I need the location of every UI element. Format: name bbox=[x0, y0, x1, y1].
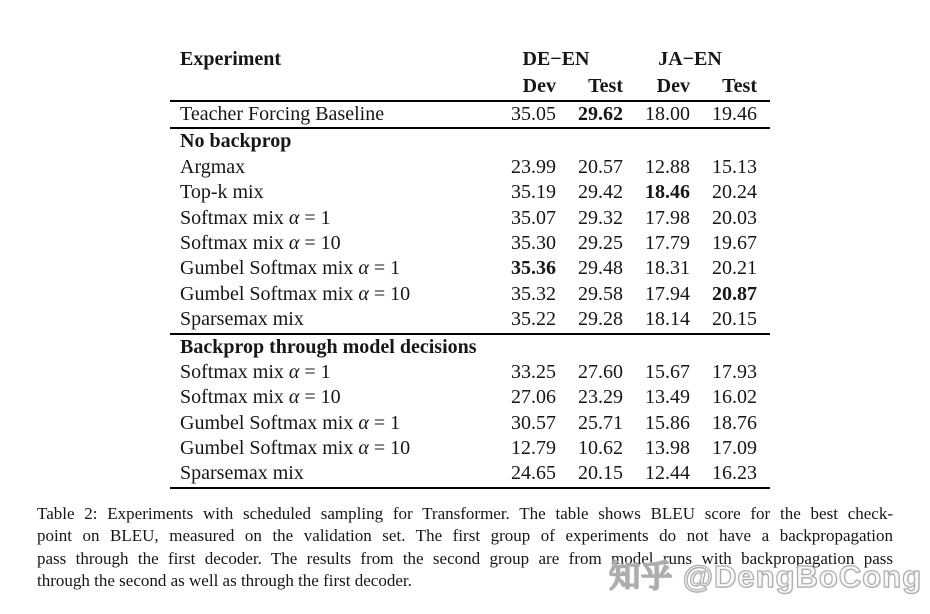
table-row bbox=[170, 411, 770, 436]
score-cell: 35.32 bbox=[511, 282, 556, 305]
score-cell: 19.67 bbox=[712, 231, 757, 254]
section-header-row bbox=[170, 335, 770, 360]
score-cell: 19.46 bbox=[712, 103, 757, 125]
caption-line: through the second as well as through the first decoder. bbox=[37, 571, 412, 591]
score-cell: 17.79 bbox=[645, 231, 690, 254]
experiment-label: Argmax bbox=[180, 155, 246, 178]
score-cell: 25.71 bbox=[578, 411, 623, 434]
experiment-label: Top-k mix bbox=[180, 181, 264, 204]
table-row bbox=[170, 155, 770, 180]
score-cell: 29.28 bbox=[578, 308, 623, 331]
caption-line: point on BLEU, measured on the validation set. The first group of experiments do not have a backpropagation bbox=[37, 526, 893, 546]
table-row bbox=[170, 102, 770, 127]
score-cell: 12.79 bbox=[511, 437, 556, 460]
table-row bbox=[170, 307, 770, 332]
alpha-symbol: α bbox=[288, 386, 300, 409]
score-cell: 20.87 bbox=[712, 282, 757, 305]
table-row bbox=[170, 180, 770, 205]
table-row bbox=[170, 385, 770, 410]
table-rule bbox=[170, 487, 770, 489]
results-table bbox=[170, 46, 770, 489]
score-cell: 16.02 bbox=[712, 386, 757, 409]
alpha-symbol: α bbox=[288, 206, 300, 229]
score-cell: 20.03 bbox=[712, 206, 757, 229]
score-cell: 18.46 bbox=[645, 181, 690, 204]
watermark-text: 知乎 @DengBoCong bbox=[609, 559, 922, 594]
empty-header-cell bbox=[180, 73, 489, 100]
score-cell: 18.31 bbox=[645, 257, 690, 280]
section-header-label: Backprop through model decisions bbox=[180, 335, 477, 358]
score-cell: 17.98 bbox=[645, 206, 690, 229]
table-row bbox=[170, 282, 770, 307]
score-cell: 15.13 bbox=[712, 155, 757, 178]
score-cell: 20.15 bbox=[712, 308, 757, 331]
table-row bbox=[170, 360, 770, 385]
experiment-label: Teacher Forcing Baseline bbox=[180, 103, 385, 125]
score-cell: 17.09 bbox=[712, 437, 757, 460]
experiment-label: Softmax mix α = 10 bbox=[180, 386, 341, 409]
experiment-label: Softmax mix α = 10 bbox=[180, 231, 341, 254]
alpha-symbol: α bbox=[358, 282, 369, 305]
table-row bbox=[170, 206, 770, 231]
alpha-symbol: α bbox=[288, 360, 300, 383]
dev-column-header: Dev bbox=[656, 75, 690, 97]
experiment-label: Gumbel Softmax mix α = 10 bbox=[180, 282, 411, 305]
score-cell: 23.29 bbox=[578, 386, 623, 409]
alpha-symbol: α bbox=[358, 257, 369, 280]
score-cell: 13.98 bbox=[645, 437, 690, 460]
score-cell: 35.05 bbox=[511, 103, 556, 125]
alpha-symbol: α bbox=[358, 411, 369, 434]
score-cell: 23.99 bbox=[511, 155, 556, 178]
experiment-label: Softmax mix α = 1 bbox=[180, 360, 331, 383]
score-cell: 20.24 bbox=[712, 181, 757, 204]
language-pair-header-ja-en: JA−EN bbox=[658, 48, 722, 70]
score-cell: 35.19 bbox=[511, 181, 556, 204]
table-row bbox=[170, 256, 770, 281]
experiment-column-header: Experiment bbox=[180, 48, 282, 70]
score-cell: 27.60 bbox=[578, 360, 623, 383]
alpha-symbol: α bbox=[358, 437, 369, 460]
score-cell: 29.25 bbox=[578, 231, 623, 254]
score-cell: 16.23 bbox=[712, 462, 757, 485]
table-header-row-groups bbox=[170, 46, 770, 73]
experiment-label: Gumbel Softmax mix α = 1 bbox=[180, 411, 401, 434]
score-cell: 29.62 bbox=[578, 103, 623, 125]
score-cell: 13.49 bbox=[645, 386, 690, 409]
table-row bbox=[170, 461, 770, 486]
score-cell: 29.42 bbox=[578, 181, 623, 204]
score-cell: 18.00 bbox=[645, 103, 690, 125]
score-cell: 35.22 bbox=[511, 308, 556, 331]
score-cell: 17.94 bbox=[645, 282, 690, 305]
score-cell: 24.65 bbox=[511, 462, 556, 485]
experiment-label: Sparsemax mix bbox=[180, 308, 304, 331]
alpha-symbol: α bbox=[288, 231, 300, 254]
score-cell: 15.67 bbox=[645, 360, 690, 383]
test-column-header: Test bbox=[722, 75, 757, 97]
score-cell: 20.15 bbox=[578, 462, 623, 485]
score-cell: 10.62 bbox=[578, 437, 623, 460]
score-cell: 33.25 bbox=[511, 360, 556, 383]
score-cell: 35.30 bbox=[511, 231, 556, 254]
score-cell: 17.93 bbox=[712, 360, 757, 383]
table-row bbox=[170, 231, 770, 256]
score-cell: 29.58 bbox=[578, 282, 623, 305]
score-cell: 12.44 bbox=[645, 462, 690, 485]
score-cell: 35.07 bbox=[511, 206, 556, 229]
experiment-label: Gumbel Softmax mix α = 10 bbox=[180, 437, 411, 460]
table-row bbox=[170, 436, 770, 461]
watermark bbox=[609, 551, 922, 596]
score-cell: 18.14 bbox=[645, 308, 690, 331]
table-body bbox=[170, 102, 770, 489]
score-cell: 29.48 bbox=[578, 257, 623, 280]
score-cell: 27.06 bbox=[511, 386, 556, 409]
section-header-label: No backprop bbox=[180, 130, 292, 153]
experiment-label: Sparsemax mix bbox=[180, 462, 304, 485]
test-column-header: Test bbox=[588, 75, 623, 97]
score-cell: 35.36 bbox=[511, 257, 556, 280]
caption-line: pass through the first decoder. The results from the second group are from model runs with backpropagation pass bbox=[37, 548, 893, 568]
score-cell: 30.57 bbox=[511, 411, 556, 434]
dev-column-header: Dev bbox=[522, 75, 556, 97]
score-cell: 29.32 bbox=[578, 206, 623, 229]
score-cell: 15.86 bbox=[645, 411, 690, 434]
experiment-label: Gumbel Softmax mix α = 1 bbox=[180, 257, 401, 280]
section-header-row bbox=[170, 129, 770, 154]
experiment-label: Softmax mix α = 1 bbox=[180, 206, 331, 229]
score-cell: 20.57 bbox=[578, 155, 623, 178]
table-header-row-splits bbox=[170, 73, 770, 100]
score-cell: 20.21 bbox=[712, 257, 757, 280]
score-cell: 18.76 bbox=[712, 411, 757, 434]
caption-line: Table 2: Experiments with scheduled sampling for Transformer. The table shows BLEU score for the best check- bbox=[37, 504, 893, 523]
language-pair-header-de-en: DE−EN bbox=[522, 48, 590, 70]
score-cell: 12.88 bbox=[645, 155, 690, 178]
